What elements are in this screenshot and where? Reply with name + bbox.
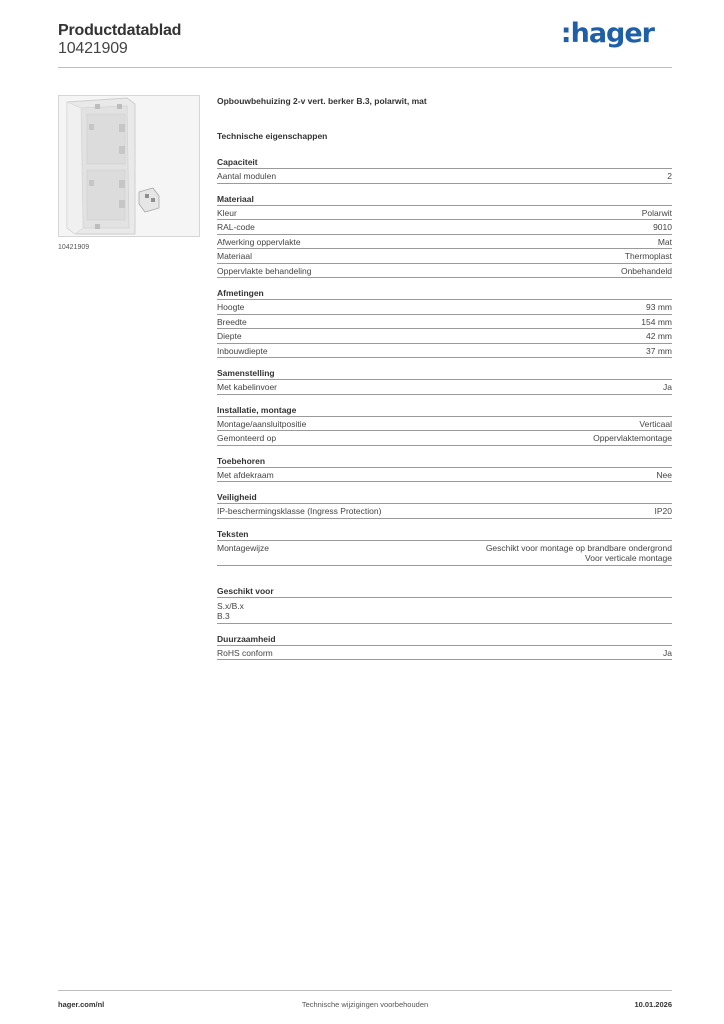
list-item: B.3 xyxy=(217,610,230,621)
spec-label: RoHS conform xyxy=(217,647,273,658)
spec-row xyxy=(217,468,672,483)
enclosure-illustration xyxy=(59,96,199,236)
section-teksten xyxy=(217,529,672,566)
spec-value-line: Voor verticale montage xyxy=(585,553,672,563)
section-title: Geschikt voor xyxy=(217,586,672,598)
article-number: 10421909 xyxy=(58,40,128,57)
spec-label: Met afdekraam xyxy=(217,469,274,480)
page-footer xyxy=(58,990,672,1016)
spec-label: Hoogte xyxy=(217,302,245,312)
spec-value: Verticaal xyxy=(639,418,672,429)
spec-value: 2 xyxy=(667,171,672,181)
section-title: Afmetingen xyxy=(217,288,672,300)
spec-row xyxy=(217,249,672,264)
spec-label: Breedte xyxy=(217,316,247,327)
spec-value: 93 mm xyxy=(646,302,672,312)
spec-value: Ja xyxy=(663,382,672,392)
spec-row xyxy=(217,646,672,661)
spec-label: Kleur xyxy=(217,207,237,218)
spec-row xyxy=(217,264,672,279)
spec-label: Diepte xyxy=(217,331,242,341)
spec-row xyxy=(217,315,672,330)
section-materiaal xyxy=(217,194,672,279)
spec-value: 154 mm xyxy=(641,316,672,327)
spec-value: Thermoplast xyxy=(624,251,672,261)
spec-value: 37 mm xyxy=(646,345,672,356)
spec-value: Mat xyxy=(657,236,672,247)
spec-row xyxy=(217,504,672,519)
list-item: S.x/B.x xyxy=(217,600,244,611)
spec-label: Montagewijze xyxy=(217,542,269,553)
spec-value-line: Geschikt voor montage op brandbare ondergrond xyxy=(485,542,672,553)
spec-label: Materiaal xyxy=(217,251,252,261)
section-duurzaamheid xyxy=(217,634,672,661)
section-veiligheid xyxy=(217,492,672,519)
section-afmetingen xyxy=(217,288,672,358)
section-title: Teksten xyxy=(217,529,672,541)
suitable-for-list xyxy=(217,598,672,624)
spec-label: Met kabelinvoer xyxy=(217,382,278,392)
product-description: Opbouwbehuizing 2-v vert. berker B.3, polarwit, mat xyxy=(217,96,427,106)
spec-value: Nee xyxy=(656,469,672,480)
section-geschikt-voor xyxy=(217,586,672,624)
spec-row xyxy=(217,206,672,221)
product-image xyxy=(58,95,200,237)
document-title: Productdatablad xyxy=(58,22,182,39)
spec-label: Gemonteerd op xyxy=(217,433,277,443)
spec-content xyxy=(217,96,672,660)
page-header xyxy=(58,18,672,68)
section-capaciteit xyxy=(217,157,672,184)
spec-value: Oppervlaktemontage xyxy=(593,433,672,443)
spec-value: Onbehandeld xyxy=(620,265,672,276)
spec-label: Inbouwdiepte xyxy=(217,345,268,356)
technical-properties-heading: Technische eigenschappen xyxy=(217,131,328,141)
spec-value: 9010 xyxy=(653,222,672,232)
spec-value: Ja xyxy=(663,647,672,658)
section-title: Installatie, montage xyxy=(217,405,672,417)
spec-label: RAL-code xyxy=(217,222,255,232)
spec-label: Montage/aansluitpositie xyxy=(217,418,307,429)
section-installatie xyxy=(217,405,672,446)
spec-row xyxy=(217,300,672,315)
spec-row xyxy=(217,169,672,184)
document-date: 10.01.2026 xyxy=(634,1000,672,1009)
spec-value: IP20 xyxy=(654,506,672,516)
spec-row xyxy=(217,344,672,359)
spec-row xyxy=(217,417,672,432)
spec-row xyxy=(217,380,672,395)
section-title: Materiaal xyxy=(217,194,672,206)
spec-label: Oppervlakte behandeling xyxy=(217,265,312,276)
image-caption: 10421909 xyxy=(58,244,90,251)
spec-value: 42 mm xyxy=(646,331,672,341)
section-title: Veiligheid xyxy=(217,492,672,504)
spec-label: Aantal modulen xyxy=(217,171,277,181)
section-samenstelling xyxy=(217,368,672,395)
spec-label: IP-beschermingsklasse (Ingress Protection) xyxy=(217,506,382,516)
section-toebehoren xyxy=(217,456,672,483)
disclaimer-text: Technische wijzigingen voorbehouden xyxy=(301,1000,429,1009)
website-link[interactable]: hager.com/nl xyxy=(58,1000,105,1009)
spec-value: Polarwit xyxy=(641,207,672,218)
spec-value xyxy=(486,543,672,564)
section-title: Capaciteit xyxy=(217,157,672,169)
spec-row xyxy=(217,220,672,235)
spec-row xyxy=(217,431,672,446)
section-title: Toebehoren xyxy=(217,456,672,468)
spec-label: Afwerking oppervlakte xyxy=(217,236,301,247)
hager-logo: :hager xyxy=(560,18,654,49)
section-title: Samenstelling xyxy=(217,368,672,380)
section-title: Duurzaamheid xyxy=(217,634,672,646)
spec-row xyxy=(217,541,672,566)
spec-row xyxy=(217,235,672,250)
spec-row xyxy=(217,329,672,344)
